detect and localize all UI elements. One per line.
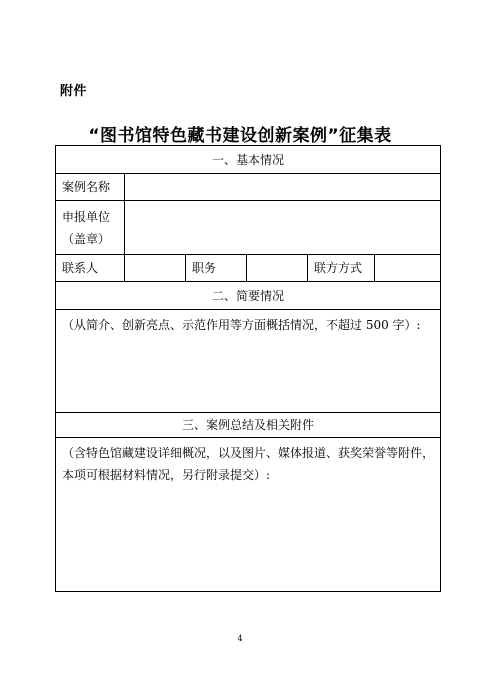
applicant-unit-label [56,201,125,255]
applicant-unit-label-line2: （盖章） [62,231,111,246]
contact-method-field[interactable] [375,255,441,282]
applicant-unit-field[interactable] [125,201,441,255]
case-name-field[interactable] [125,174,441,201]
section-basic-info-header: 一、基本情况 [56,146,441,174]
summary-attachments-field[interactable] [56,438,441,592]
position-label: 职务 [186,255,247,282]
section-brief-header: 二、简要情况 [56,282,441,310]
contact-person-field[interactable] [125,255,186,282]
application-form-table [55,145,441,592]
brief-description-field[interactable] [56,310,441,413]
summary-attachments-hint: （含特色馆藏建设详细概况，以及图片、媒体报道、获奖荣誉等附件，本项可根据材料情况，另行附录提交）: [62,446,435,482]
attachment-label: 附件 [60,84,88,99]
page-number: 4 [237,634,243,643]
brief-description-hint: （从简介、创新亮点、示范作用等方面概括情况，不超过 500 字）: [62,318,421,332]
contact-method-label: 联方方式 [308,255,375,282]
contact-person-label: 联系人 [56,255,125,282]
case-name-label: 案例名称 [56,174,125,201]
applicant-unit-label-line1: 申报单位 [62,209,111,224]
position-field[interactable] [247,255,308,282]
section-summary-header: 三、案例总结及相关附件 [56,413,441,438]
page-title: “图书馆特色藏书建设创新案例”征集表 [88,126,392,146]
